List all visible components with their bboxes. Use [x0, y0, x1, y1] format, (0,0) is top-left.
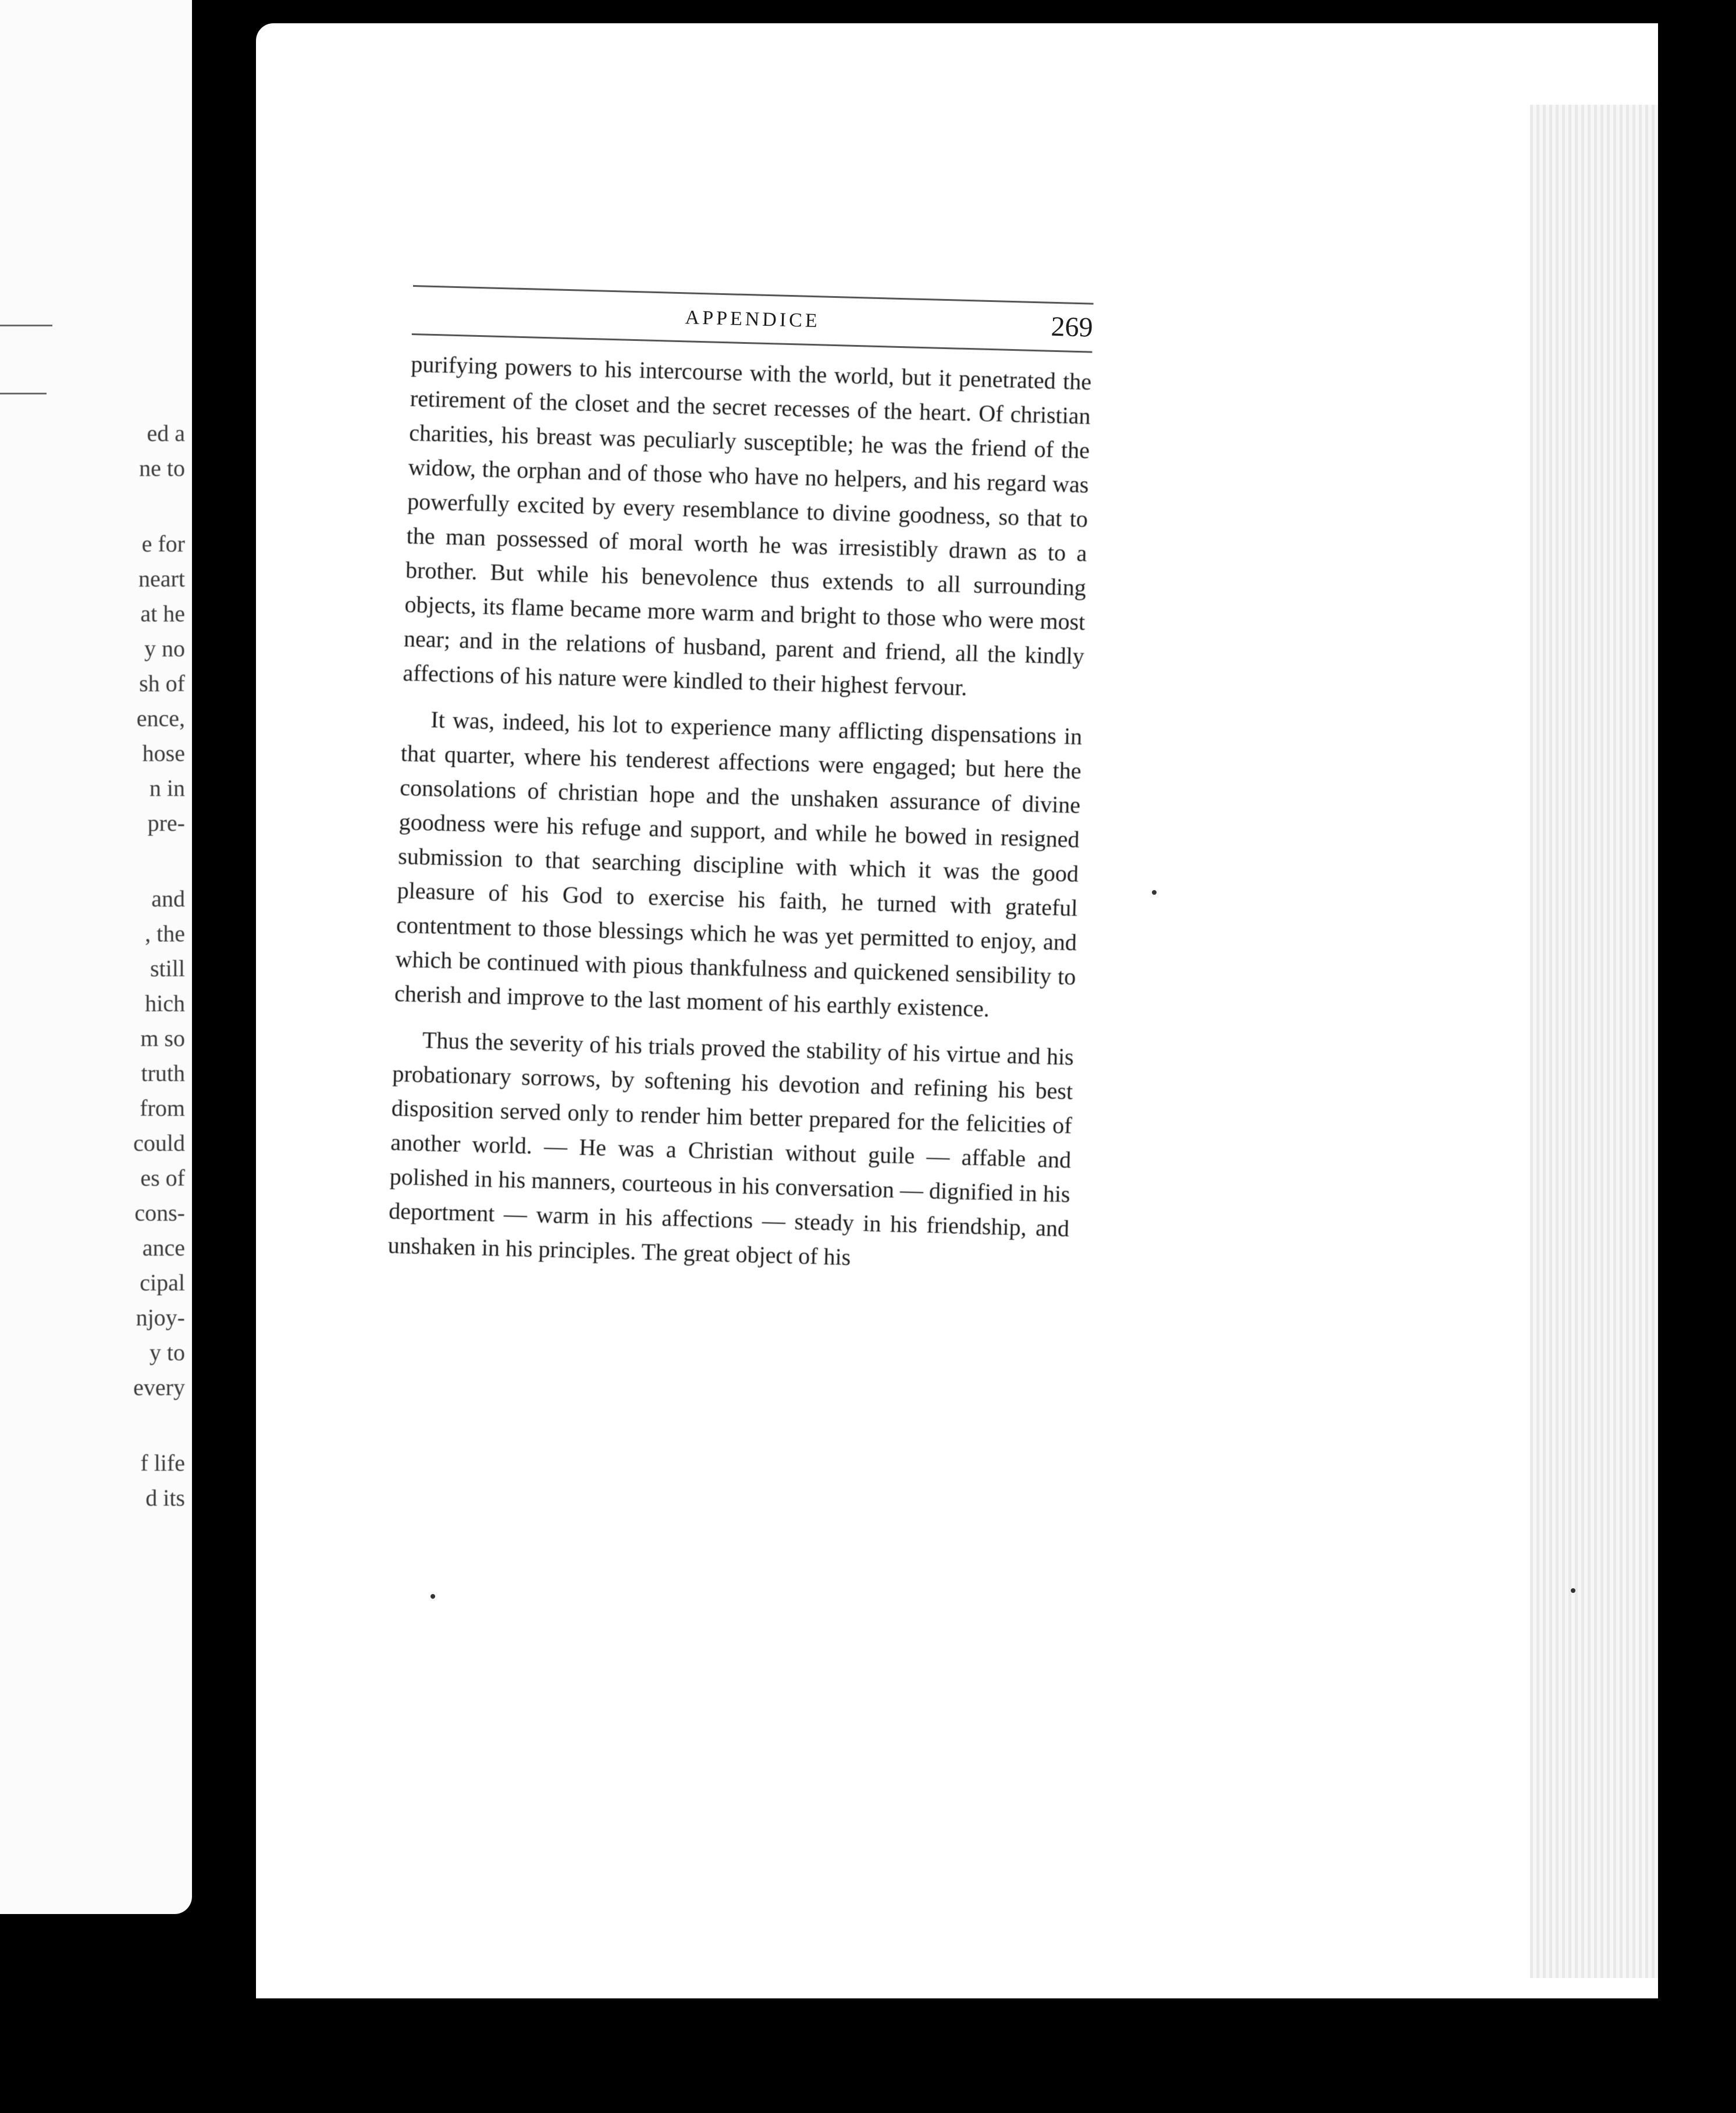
running-head: APPENDICE [685, 307, 821, 332]
left-page-fragment: hich [145, 990, 185, 1016]
left-page-fragment: y to [149, 1339, 185, 1365]
left-page-fragment: ne to [139, 455, 185, 481]
left-page-fragment: cipal [140, 1269, 185, 1296]
left-page [0, 0, 192, 1914]
left-page-fragment: ance [142, 1235, 185, 1261]
page-edge [1530, 105, 1658, 1978]
left-page-fragment: could [133, 1130, 185, 1156]
ink-speck [431, 1594, 435, 1599]
left-page-fragment: and [151, 885, 185, 912]
left-page-fragment: sh of [139, 670, 185, 696]
paragraph: It was, indeed, his lot to experience many afflicting dispensations in that quarter, where his tenderest affections were engaged; but here the consolations of christian hope and the unshaken assurance of divine goodness were his refuge and support, and while he bowed in resigned submission to that searching discipline with which it was the good pleasure of his God to exercise his faith, he turned with grateful contentment to those blessings which he was yet permitted to enjoy, and which be continued with pious thankfulness and quickened sensibility to cherish and improve to the last moment of his earthly existence. [394, 706, 1083, 1022]
left-page-fragment: pre- [147, 810, 185, 836]
page-text-block [387, 285, 1093, 1292]
left-page-fragment: cons- [134, 1200, 185, 1226]
left-page-fragment: y no [144, 635, 185, 661]
left-page-fragment: at he [140, 600, 185, 627]
left-page-fragment: es of [140, 1165, 185, 1191]
left-page-fragment: , the [145, 920, 185, 947]
page-number: 269 [1050, 311, 1094, 343]
left-page-fragment: every [133, 1374, 185, 1400]
left-page-fragment: from [140, 1095, 185, 1121]
left-page-fragment: truth [141, 1060, 185, 1086]
left-page-fragment: njoy- [136, 1304, 185, 1331]
left-page-fragment: d its [145, 1485, 185, 1511]
left-page-fragment: f life [140, 1450, 185, 1476]
ink-speck [1152, 890, 1157, 895]
left-page-fragment: e for [141, 531, 185, 557]
left-page-rule [0, 325, 52, 326]
body-text [387, 347, 1092, 1280]
left-page-fragment: m so [140, 1025, 185, 1051]
left-page-rule [0, 393, 47, 394]
left-page-fragment: ence, [136, 705, 185, 731]
left-page-fragment: still [150, 955, 185, 981]
ink-speck [1571, 1588, 1575, 1593]
paragraph: Thus the severity of his trials proved the stability of his virtue and his probationary sorrows, by softening his devotion and refining his best disposition served only to render him better prepared for the felicities of another world. — He was a Christian without guile — affable and polished in his manners, courteous in his conversation — dignified in his deportment — warm in his affections — steady in his friendship, and unshaken in his principles. The great object of his [387, 1026, 1075, 1271]
left-page-fragment: ed a [147, 420, 185, 446]
left-page-fragment: n in [149, 775, 185, 801]
paragraph: purifying powers to his intercourse with the world, but it penetrated the retirement of the closet and the secret recesses of the heart. Of christian charities, his breast was peculiarly susceptible; he was the friend of the widow, the orphan and of those who have no helpers, and his regard was powerfully excited by every resemblance to divine goodness, so that to the man possessed of moral worth he was irresistibly drawn as to a brother. But while his benevolence thus extends to all surrounding objects, its flame became more warm and bright to those who were most near; and in the relations of husband, parent and friend, all the kindly affections of his nature were kindled to their highest fervour. [402, 350, 1092, 701]
left-page-fragment: hose [142, 740, 185, 766]
left-page-fragment: neart [138, 565, 185, 592]
